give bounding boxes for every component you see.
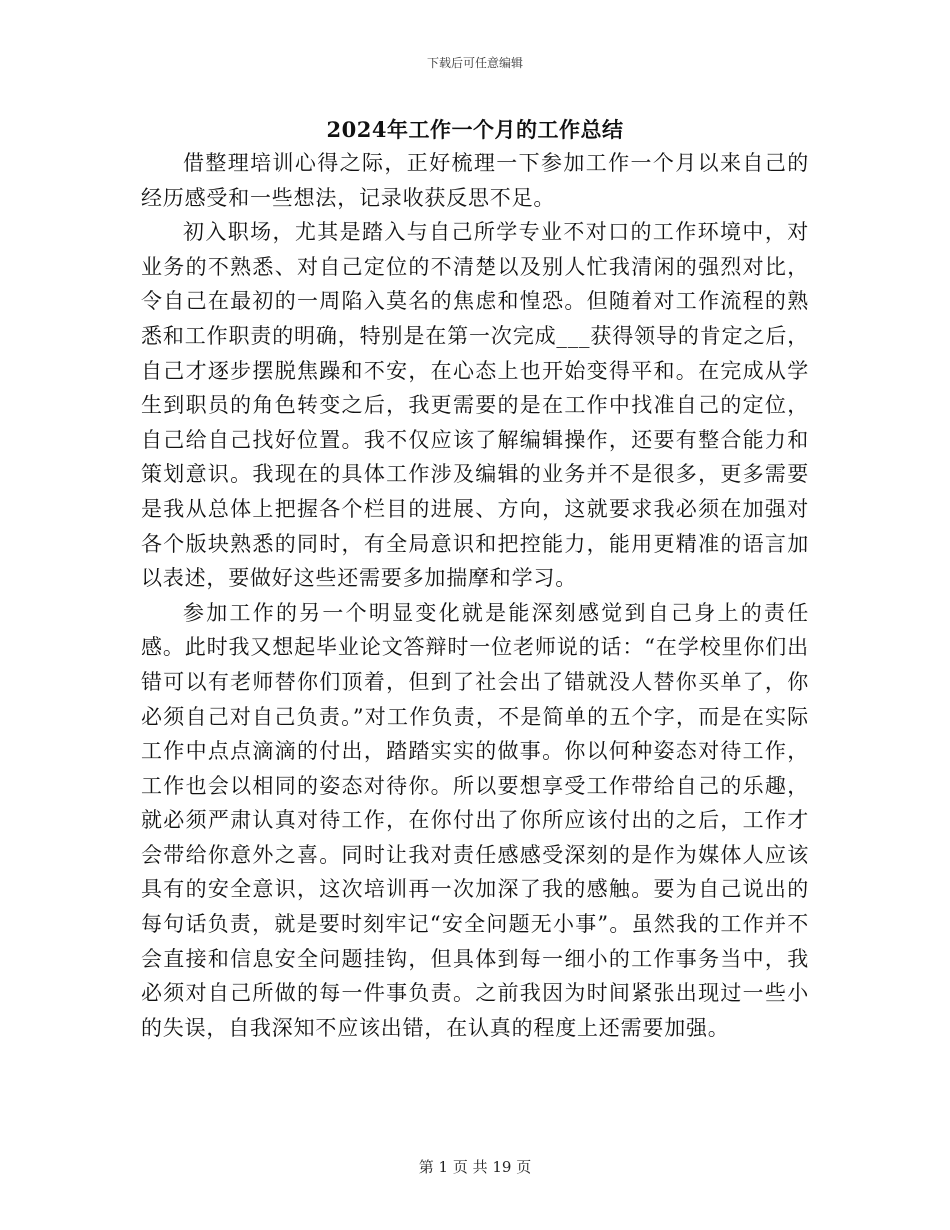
page-number-footer: 第 1 页 共 19 页 [418, 1158, 532, 1176]
document-title: 2024年工作一个月的工作总结 [326, 117, 624, 142]
paragraph-responsibility: 参加工作的另一个明显变化就是能深刻感觉到自己身上的责任感。此时我又想起毕业论文答辩时一位老师说的话：“在学校里你们出错可以有老师替你们顶着，但到了社会出了错就没人替你买单了，你必须自己对自己负责。”对工作负责，不是简单的五个字，而是在实际工作中点点滴滴的付出，踏踏实实的做事。你以何种姿态对待工作，工作也会以相同的姿态对待你。所以要想享受工作带给自己的乐趣，就必须严肃认真对待工作，在你付出了你所应该付出的之后，工作才会带给你意外之喜。同时让我对责任感感受深刻的是作为媒体人应该具有的安全意识，这次培训再一次加深了我的感触。要为自己说出的每句话负责，就是要时刻牢记“安全问题无小事”。虽然我的工作并不会直接和信息安全问题挂钩，但具体到每一细小的工作事务当中，我必须对自己所做的每一件事负责。之前我因为时间紧张出现过一些小的失误，自我深知不应该出错，在认真的程度上还需要加强。 [141, 600, 809, 1040]
paragraph-entering-workplace: 初入职场，尤其是踏入与自己所学专业不对口的工作环境中，对业务的不熟悉、对自己定位的不清楚以及别人忙我清闲的强烈对比，令自己在最初的一周陷入莫名的焦虑和惶恐。但随着对工作流程的熟悉和工作职责的明确，特别是在第一次完成___获得领导的肯定之后，自己才逐步摆脱焦躁和不安，在心态上也开始变得平和。在完成从学生到职员的角色转变之后，我更需要的是在工作中找准自己的定位，自己给自己找好位置。我不仅应该了解编辑操作，还要有整合能力和策划意识。我现在的具体工作涉及编辑的业务并不是很多，更多需要是我从总体上把握各个栏目的进展、方向，这就要求我必须在加强对各个版块熟悉的同时，有全局意识和把控能力，能用更精准的语言加以表述，要做好这些还需要多加揣摩和学习。 [141, 220, 809, 591]
paragraph-intro: 借整理培训心得之际，正好梳理一下参加工作一个月以来自己的经历感受和一些想法，记录收获反思不足。 [141, 151, 809, 210]
header-note: 下载后可任意编辑 [426, 56, 523, 70]
document-body [141, 146, 809, 1045]
